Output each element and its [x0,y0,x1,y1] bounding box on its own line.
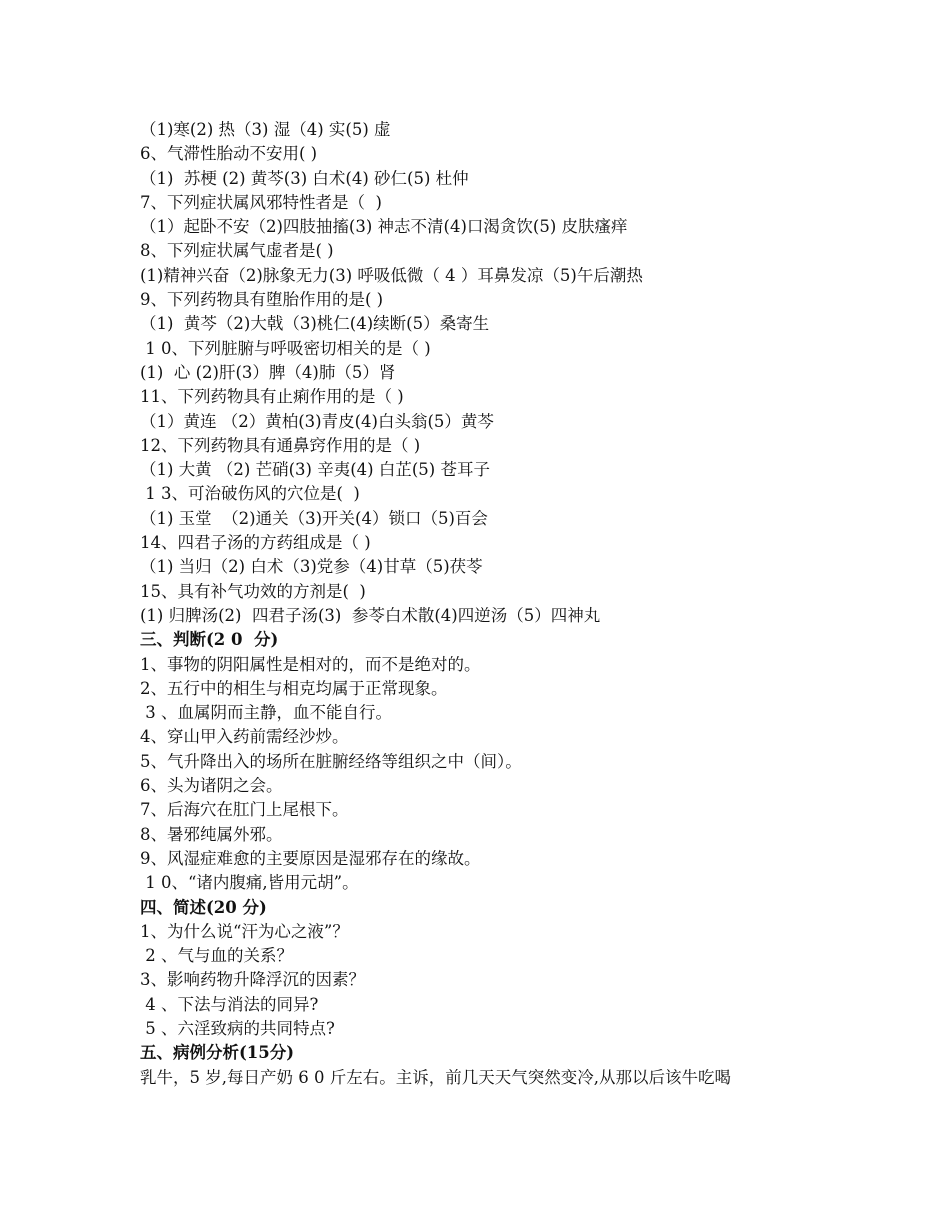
statement-text: 6、头为诸阴之会。 [140,776,283,796]
statement-text: 1、事物的阴阳属性是相对的，而不是绝对的。 [140,654,481,674]
question-text: 1 3、可治破伤风的穴位是( ) [140,484,360,504]
question-text: 11、下列药物具有止痢作用的是（ ) [140,387,404,407]
statement-text: 1 0、“诸内腹痛,皆用元胡”。 [140,873,359,893]
statement-text: 3、影响药物升降浮沉的因素？ [140,970,365,990]
question-text: 8、下列症状属气虚者是( ) [140,241,334,261]
answer-options: （1)寒(2) 热（3) 湿（4) 实(5) 虚 [140,120,391,139]
document-page [140,118,830,1090]
statement-text: 4 、下法与消法的同异? [140,994,319,1014]
question-text: 7、下列症状属风邪特性者是（ ) [140,192,382,212]
answer-options: （1）黄连 （2）黄柏(3)青皮(4)白头翁(5）黄芩 [140,411,494,431]
statement-text: 2、五行中的相生与相克均属于正常现象。 [140,678,448,698]
statement-text: 2 、气与血的关系？ [140,946,293,966]
section-heading: 三、判断(2 0 分) [140,630,279,650]
answer-options: （1) 当归（2) 白术（3)党参（4)甘草（5)茯苓 [140,557,483,577]
answer-options: （1) 玉堂 （2)通关（3)开关(4）锁口（5)百会 [140,508,488,528]
statement-text: 5、气升降出入的场所在脏腑经络等组织之中（间）。 [140,751,522,771]
statement-text: 4、穿山甲入药前需经沙炒。 [140,727,349,747]
section-heading: 五、病例分析(15分) [140,1043,295,1063]
question-text: 9、下列药物具有堕胎作用的是( ) [140,290,384,310]
statement-text: 7、后海穴在肛门上尾根下。 [140,800,349,820]
statement-text: 1、为什么说“汗为心之液”？ [140,921,349,941]
question-text: 12、下列药物具有通鼻窍作用的是（ ) [140,435,421,455]
section-heading: 四、简述(20 分) [140,897,267,917]
statement-text: 3 、血属阴而主静，血不能自行。 [140,703,392,723]
statement-text: 9、风湿症难愈的主要原因是湿邪存在的缘故。 [140,848,481,868]
question-text: 15、具有补气功效的方剂是( ) [140,581,366,601]
answer-options: (1)精神兴奋（2)脉象无力(3) 呼吸低微（ 4 ）耳鼻发凉（5)午后潮热 [140,265,643,285]
question-text: 14、四君子汤的方药组成是（ ) [140,533,371,553]
answer-options: （1) 黄芩（2)大戟（3)桃仁(4)续断(5）桑寄生 [140,314,490,334]
case-paragraph: 乳牛，5 岁,每日产奶 6 0 斤左右。主诉，前几天天气突然变冷,从那以后该牛吃喝 [140,1067,731,1087]
answer-options: （1) 大黄 （2) 芒硝(3) 辛夷(4) 白芷(5) 苍耳子 [140,460,490,480]
answer-options: (1) 归脾汤(2) 四君子汤(3) 参苓白术散(4)四逆汤（5）四神丸 [140,605,601,625]
question-text: 1 0、下列脏腑与呼吸密切相关的是（ ) [140,338,431,358]
answer-options: （1）起卧不安（2)四肢抽搐(3) 神志不清(4)口渴贪饮(5) 皮肤瘙痒 [140,217,628,237]
statement-text: 8、暑邪纯属外邪。 [140,824,283,844]
answer-options: （1) 苏梗 (2) 黄芩(3) 白术(4) 砂仁(5) 杜仲 [140,168,469,188]
statement-text: 5 、六淫致病的共同特点? [140,1018,335,1038]
answer-options: (1) 心 (2)肝(3）脾（4)肺（5）肾 [140,362,396,382]
question-text: 6、气滞性胎动不安用( ) [140,144,318,164]
